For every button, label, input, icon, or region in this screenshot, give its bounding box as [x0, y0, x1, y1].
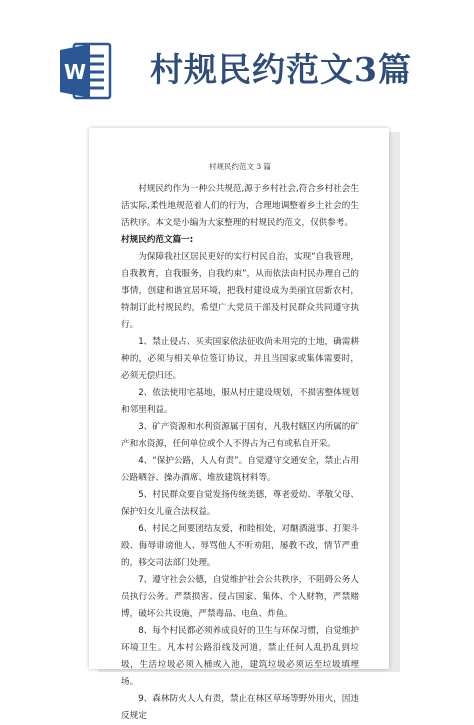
document-page [89, 128, 389, 721]
section-heading: 村规民约范文篇一: [121, 235, 194, 245]
paragraph: 7、遵守社会公德，自觉维护社会公共秩序，不阻碍公务人员执行公务。严禁损害、侵占国家、集体、个人财物，严禁赌博，破坏公共设施，严禁毒品、电鱼、炸鱼。 [121, 575, 359, 619]
paragraph: 9、森林防火人人有责，禁止在林区草场等野外用火，因违反规定 [121, 694, 359, 721]
word-document-icon [60, 40, 112, 102]
word-icon-letter: W [63, 60, 87, 84]
paragraph: 1、禁止侵占、买卖国家依法征收尚未用完的土地，确需耕种的，必须与相关单位签订协议，并且当国家或集体需要时，必须无偿归还。 [121, 337, 359, 381]
paragraph: 6、村民之间要团结友爱，和睦相处，对酗酒滋事、打架斗殴、侮辱诽谤他人、辱骂他人不听劝阻，屡教不改，情节严重的，移交司法部门处理。 [121, 524, 359, 568]
document-header: 村规民约范文 3 篇 [208, 162, 272, 171]
paragraph-list [121, 181, 359, 725]
paragraph: 4、“保护公路，人人有责”。自觉遵守交通安全，禁止占用公路晒谷、操办酒席、堆放建筑材料等。 [121, 456, 359, 483]
paragraph: 3、矿产资源和水利资源属于国有，凡我村辖区内所属的矿产和水资源，任何单位或个人不得占为己有或私自开采。 [121, 422, 359, 449]
paragraph: 村规民约作为一种公共规范,源于乡村社会,符合乡村社会生活实际,柔性地规范着人们的行为，合理地调整着乡土社会的生活秩序。本文是小编为大家整理的村规民约范文，仅供参考。 [121, 184, 359, 228]
paragraph: 5、村民群众要自觉发扬传统美德，尊老爱幼、孝敬父母、保护妇女儿童合法权益。 [121, 490, 359, 517]
document-body [121, 161, 359, 725]
paragraph: 为保障我社区居民更好的实行村民自治，实现“自我管理，自我教育，自我服务，自我约束”，从而依法由村民办理自己的事情，创建和谐宜居环境，把我村建设成为美丽宜居新农村，特制订此村规民约，希望广大党员干部及村民群众共同遵守执行。 [121, 252, 359, 330]
document-banner [0, 0, 474, 130]
paragraph: 2、依法使用宅基地，服从村庄建设规划，不损害整体规划和邻里利益。 [121, 388, 359, 415]
paragraph: 8、每个村民都必须养成良好的卫生与环保习惯，自觉维护环境卫生。凡本村公路沿线及河道，禁止任何人乱扔乱到垃圾，生活垃圾必须入桶或入池，建筑垃圾必须运至垃圾填埋场。 [121, 626, 359, 687]
banner-title: 村规民约范文3篇 [150, 50, 412, 89]
